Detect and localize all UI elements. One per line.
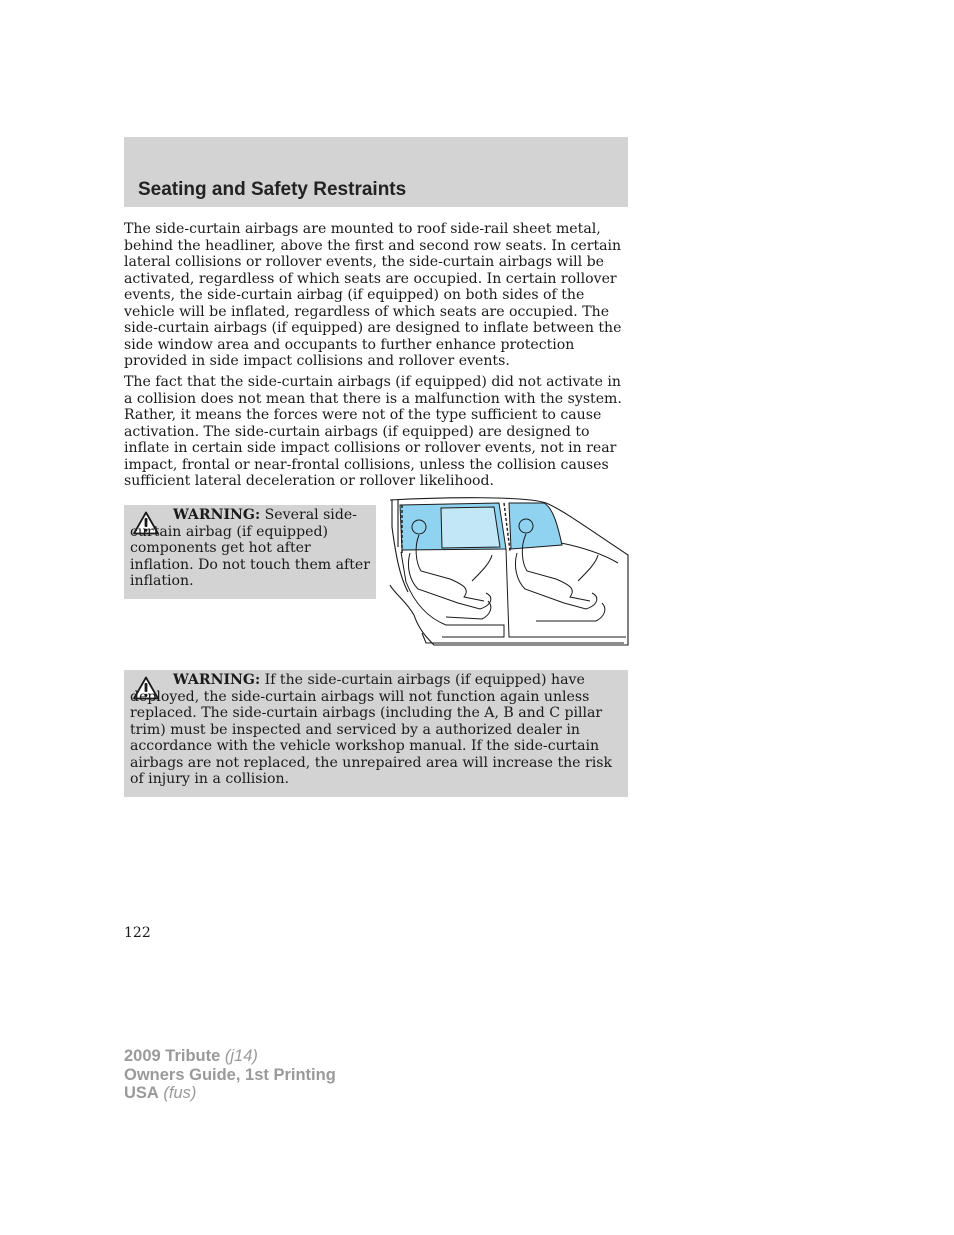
warning-label: WARNING: [173,672,261,688]
warning-label: WARNING: [173,507,261,523]
warning-box-hot-components [124,505,376,599]
warning-box-deployed-airbags [124,670,628,797]
footer-line-model: 2009 Tribute (j14) [124,1047,258,1065]
body-paragraph-2: The fact that the side-curtain airbags (if equipped) did not activate in a collision does not mean that there is a malfunction with the system. Rather, it means the forces were not of the type sufficient to cause activation. The side-curtain airbags (if equipped) are designed to inflate in certain side impact collisions or rollover events, not in rear impact, frontal or near-frontal collisions, unless the collision causes sufficient lateral deceleration or rollover likelihood. [124,374,622,489]
page-number: 122 [124,925,151,941]
warning-body: If the side-curtain airbags (if equipped) have deployed, the side-curtain airbags will not function again unless replaced. The side-curtain airbags (including the A, B and C pillar trim) must be inspected and serviced by a authorized dealer in accordance with the vehicle workshop manual. If the side-curtain airbags are not replaced, the unrepaired area will increase the risk of injury in a collision. [130,672,613,787]
warning-body: Several side-curtain airbag (if equipped) components get hot after inflation. Do not touch them after inflation. [130,507,371,589]
section-header-band [124,137,628,207]
document-footer [124,1047,336,1103]
warning-text [130,672,622,788]
body-paragraph-1: The side-curtain airbags are mounted to roof side-rail sheet metal, behind the headliner, above the first and second row seats. In certain lateral collisions or rollover events, the side-curtain airbags will be activated, regardless of which seats are occupied. In certain rollover events, the side-curtain airbag (if equipped) on both sides of the vehicle will be inflated, regardless of which seats are occupied. The side-curtain airbags (if equipped) are designed to inflate between the side window area and occupants to further enhance protection provided in side impact collisions and rollover events. [124,221,622,369]
section-title: Seating and Safety Restraints [138,179,407,200]
vehicle-side-curtain-airbag-diagram [386,497,629,647]
footer-line-market: USA (fus) [124,1084,197,1102]
warning-text [130,507,370,590]
footer-line-guide: Owners Guide, 1st Printing [124,1065,336,1084]
